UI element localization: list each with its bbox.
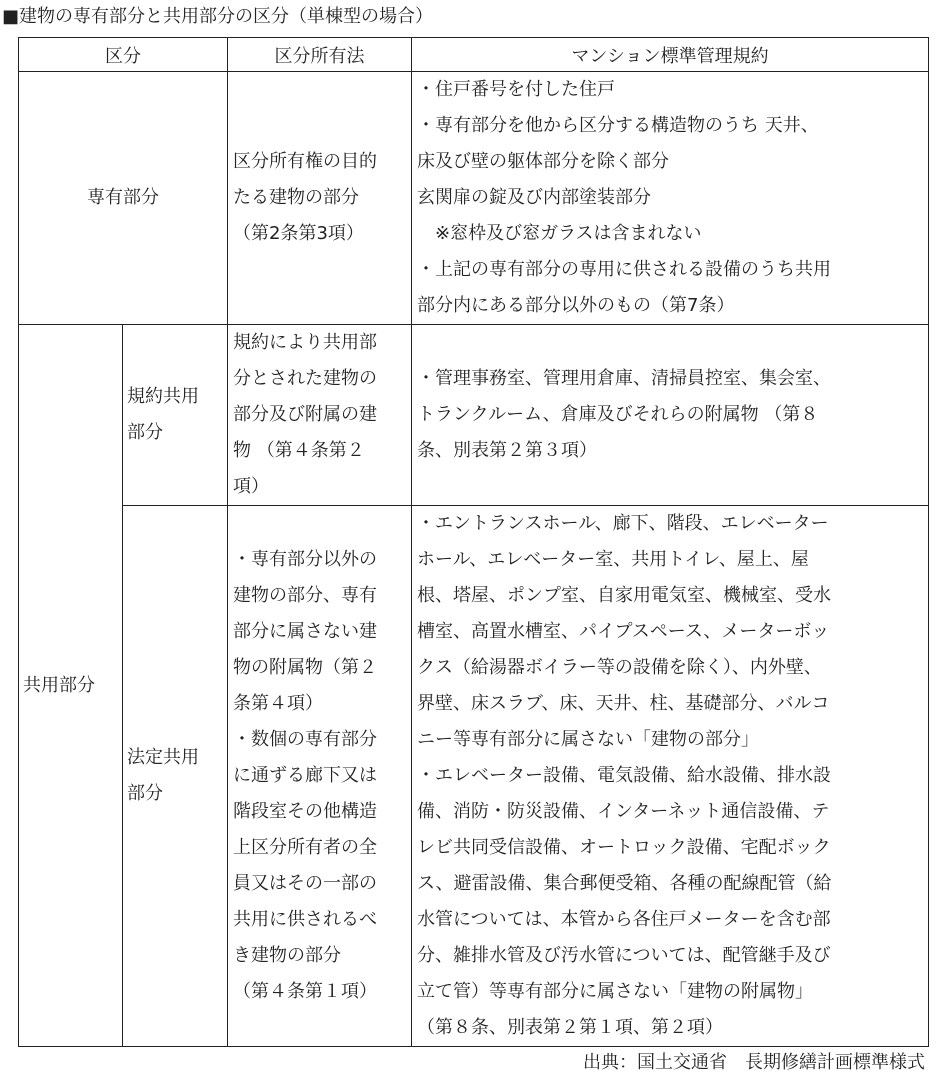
category-common: 共用部分: [19, 325, 123, 1047]
header-row: [19, 38, 929, 72]
header-rules: マンション標準管理規約: [412, 38, 929, 72]
header-law: 区分所有法: [228, 38, 412, 72]
header-category: 区分: [19, 38, 228, 72]
table-row: [19, 506, 929, 1047]
table-row: [19, 325, 929, 506]
subcategory-cell: 法定共用 部分: [123, 506, 228, 1047]
source-note: 出典：国土交通省 長期修繕計画標準様式: [583, 1052, 925, 1073]
classification-table: [18, 37, 929, 1047]
document-title: ■建物の専有部分と共用部分の区分（単棟型の場合）: [2, 6, 434, 27]
category-exclusive: 専有部分: [19, 72, 228, 325]
rules-cell: ・管理事務室、管理用倉庫、清掃員控室、集会室、 トランクルーム、倉庫及びそれらの附属物 （第８ 条、別表第２第３項）: [412, 325, 929, 506]
rules-cell: ・エントランスホール、廊下、階段、エレベーター ホール、エレベーター室、共用トイレ、屋上、屋 根、塔屋、ポンプ室、自家用電気室、機械室、受水 槽室、高置水槽室、パイプスペース、メーターボッ クス（給湯器ボイラー等の設備を除く）、内外壁、 界壁、床スラブ、床、天井、柱、基礎部分、バルコ ニー等専有部分に属さない「建物の部分」 ・エレベーター設備、電気設備、給水設備、排水設 備、消防・防災設備、インターネット通信設備、テ レビ共同受信設備、オートロック設備、宅配ボック ス、避雷設備、集合郵便受箱、各種の配線配管（給 水管については、本管から各住戸メーターを含む部 分、雑排水管及び汚水管については、配管継手及び 立て管）等専有部分に属さない「建物の附属物」 （第８条、別表第２第１項、第２項）: [412, 506, 929, 1047]
rules-cell: ・住戸番号を付した住戸 ・専有部分を他から区分する構造物のうち 天井、 床及び壁の躯体部分を除く部分 玄関扉の錠及び内部塗装部分 ※窓枠及び窓ガラスは含まれない ・上記の専有部分の専用に供される設備のうち共用 部分内にある部分以外のもの（第7条）: [412, 72, 929, 325]
subcategory-cell: 規約共用 部分: [123, 325, 228, 506]
law-cell: ・専有部分以外の 建物の部分、専有 部分に属さない建 物の附属物（第２ 条第４項） ・数個の専有部分 に通ずる廊下又は 階段室その他構造 上区分所有者の全 員又はその一部の 共用に供されるべ き建物の部分 （第４条第１項）: [228, 506, 412, 1047]
law-cell: 規約により共用部 分とされた建物の 部分及び附属の建 物 （第４条第２ 項）: [228, 325, 412, 506]
law-cell: 区分所有権の目的 たる建物の部分 （第2条第3項）: [228, 72, 412, 325]
table-row: [19, 72, 929, 325]
